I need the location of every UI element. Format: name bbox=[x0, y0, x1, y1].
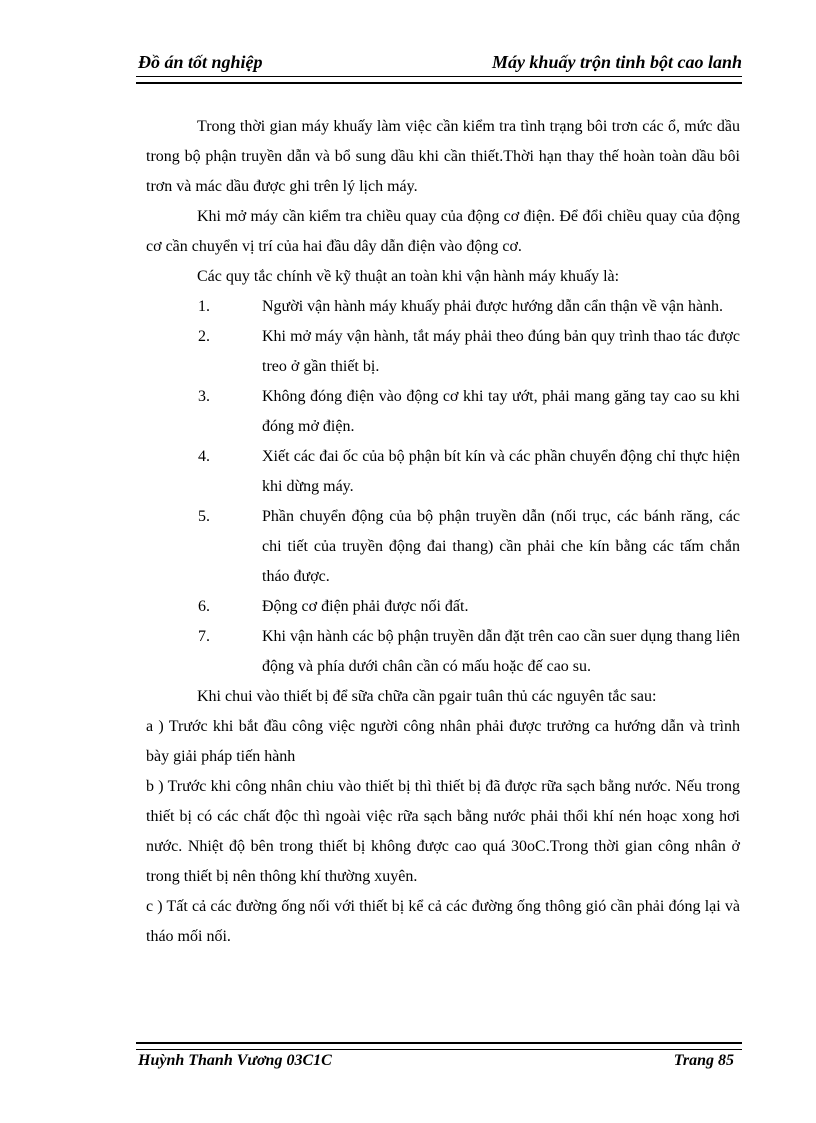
rule-text: Người vận hành máy khuấy phải được hướng dẫn cẩn thận về vận hành. bbox=[262, 298, 724, 315]
header-left-title: Đồ án tốt nghiệp bbox=[138, 52, 263, 72]
paragraph: Các quy tắc chính về kỹ thuật an toàn khi vận hành máy khuấy là: bbox=[197, 268, 620, 285]
rule-item bbox=[146, 592, 740, 622]
paragraph: Trong thời gian máy khuấy làm việc cần kiểm tra tình trạng bôi trơn các ổ, mức dầu trong bộ phận truyền dẫn và bổ sung dầu khi cần thiết.Thời hạn thay thế hoàn toàn dầu bôi trơn và mác dầu được ghi trên lý lịch máy. bbox=[146, 118, 740, 195]
rule-item bbox=[146, 382, 740, 442]
paragraph: Khi chui vào thiết bị để sữa chữa cần pgair tuân thủ các nguyên tắc sau: bbox=[197, 688, 657, 705]
footer-rule bbox=[136, 1042, 742, 1050]
paragraph: Khi mở máy cần kiểm tra chiều quay của động cơ điện. Để đổi chiều quay của động cơ cần chuyển vị trí của hai đầu dây dẫn điện vào động cơ. bbox=[146, 208, 740, 255]
page-footer bbox=[136, 1052, 742, 1074]
rule-item bbox=[146, 292, 740, 322]
rule-number: 3. bbox=[198, 388, 210, 405]
rule-item bbox=[146, 622, 740, 682]
rule-number: 2. bbox=[198, 328, 210, 345]
rule-text: Động cơ điện phải được nối đất. bbox=[262, 598, 469, 615]
rule-number: 1. bbox=[198, 298, 210, 315]
page-body bbox=[146, 112, 740, 952]
principle-item: c ) Tất cả các đường ống nối với thiết bị kể cả các đường ống thông gió cần phải đóng lại và tháo mối nối. bbox=[146, 898, 740, 945]
rule-number: 4. bbox=[198, 448, 210, 465]
header-rule bbox=[136, 76, 742, 84]
rule-item bbox=[146, 502, 740, 592]
principle-item: a ) Trước khi bắt đầu công việc người công nhân phải được trưởng ca hướng dẫn và trình bày giải pháp tiến hành bbox=[146, 718, 740, 765]
rule-item bbox=[146, 442, 740, 502]
rule-item bbox=[146, 322, 740, 382]
footer-author: Huỳnh Thanh Vương 03C1C bbox=[138, 1052, 332, 1069]
rule-text: Phần chuyển động của bộ phận truyền dẫn (nối trục, các bánh răng, các chi tiết của truyền động đai thang) cần phải che kín bằng các tấm chắn tháo được. bbox=[262, 508, 740, 585]
rule-number: 6. bbox=[198, 598, 210, 615]
header-right-title: Máy khuấy trộn tinh bột cao lanh bbox=[491, 52, 742, 72]
principle-item: b ) Trước khi công nhân chiu vào thiết bị thì thiết bị đã được rữa sạch bằng nước. Nếu trong thiết bị có các chất độc thì ngoài việc rữa sạch bằng nước phải thổi khí nén hoạc xong hơi nước. Nhiệt độ bên trong thiết bị không được cao quá 30oC.Trong thời gian công nhân ở trong thiết bị nên thông khí thường xuyên. bbox=[146, 778, 740, 885]
rule-number: 7. bbox=[198, 628, 210, 645]
rule-text: Không đóng điện vào động cơ khi tay ướt, phải mang găng tay cao su khi đóng mở điện. bbox=[262, 388, 740, 435]
rule-text: Xiết các đai ốc của bộ phận bít kín và các phần chuyển động chỉ thực hiện khi dừng máy. bbox=[262, 448, 740, 495]
rule-text: Khi vận hành các bộ phận truyền dẫn đặt trên cao cần suer dụng thang liên động và phía dưới chân cần có mấu hoặc đế cao su. bbox=[262, 628, 740, 675]
page-header bbox=[136, 52, 742, 78]
rule-number: 5. bbox=[198, 508, 210, 525]
rule-text: Khi mở máy vận hành, tắt máy phải theo đúng bản quy trình thao tác được treo ở gần thiết bị. bbox=[262, 328, 740, 375]
footer-page-number: Trang 85 bbox=[673, 1052, 734, 1069]
